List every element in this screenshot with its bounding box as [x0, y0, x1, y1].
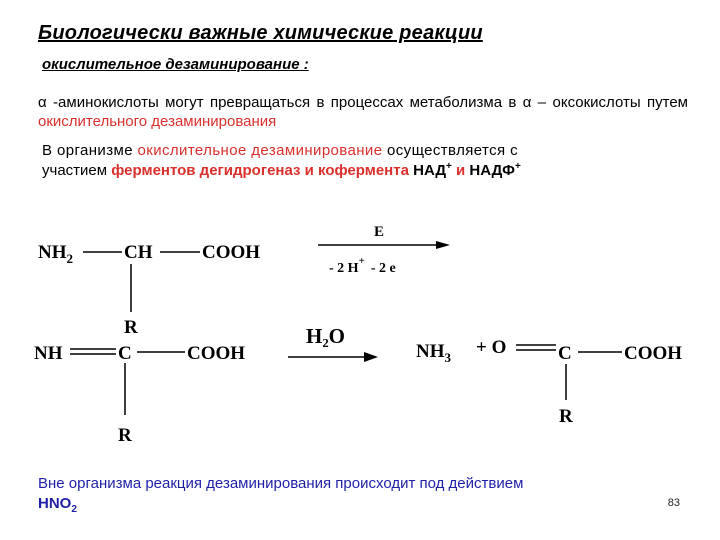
nh3-group: $NH_3$: [416, 341, 451, 365]
water-label: H₂O: [306, 324, 345, 348]
enzymes-text-start: В организме: [42, 142, 138, 159]
slide-title: Биологически важные химические реакции: [38, 22, 483, 44]
nadf-text: НАДФ: [469, 162, 515, 179]
arrow-head-2: [364, 352, 378, 362]
enzymes-text-with: участием: [42, 162, 112, 179]
cooh-group: COOH: [202, 242, 261, 263]
r-group-2: R: [118, 425, 132, 446]
r-group-3: R: [559, 406, 573, 427]
nad-text: НАД: [408, 162, 447, 179]
slide-subtitle: окислительное дезаминирование :: [42, 56, 309, 73]
footer-line-1: Вне организма реакция дезаминирования происходит под действием: [38, 475, 524, 492]
footer-note: [38, 474, 678, 514]
plus-o-group: + O: [476, 337, 507, 358]
enzymes-and: и: [451, 162, 470, 179]
arrow-head-1: [436, 241, 450, 249]
nh2-group: $NH_2$: [38, 242, 73, 266]
hno2-label: [38, 494, 678, 514]
cooh-group-2: COOH: [187, 343, 246, 364]
nh-group: NH: [34, 343, 63, 364]
c-group: C: [118, 343, 132, 364]
page-number: 83: [667, 497, 680, 509]
hno-text: HNO: [38, 495, 72, 512]
enzymes-highlight-1: окислительное дезаминирование: [137, 142, 383, 159]
intro-highlight: окислительного дезаминирования: [38, 113, 277, 130]
enzyme-label: E: [374, 224, 385, 240]
r-group-1: R: [124, 317, 138, 338]
enzymes-highlight-2: ферментов дегидрогеназ и кофермента: [111, 162, 409, 179]
cooh-group-3: COOH: [624, 343, 683, 364]
nadf-plus: +: [514, 161, 521, 172]
arrow-conditions: - 2 H+ - 2 e: [329, 255, 396, 276]
nad-plus: +: [446, 161, 452, 172]
intro-text: α -аминокислоты могут превращаться в процессах метаболизма в α – оксокислоты путем: [38, 94, 688, 111]
enzymes-text-end: осуществляется с: [382, 142, 518, 159]
c-group-2: C: [558, 343, 572, 364]
hno-sub: 2: [71, 504, 77, 515]
ch-group: CH: [124, 242, 153, 263]
